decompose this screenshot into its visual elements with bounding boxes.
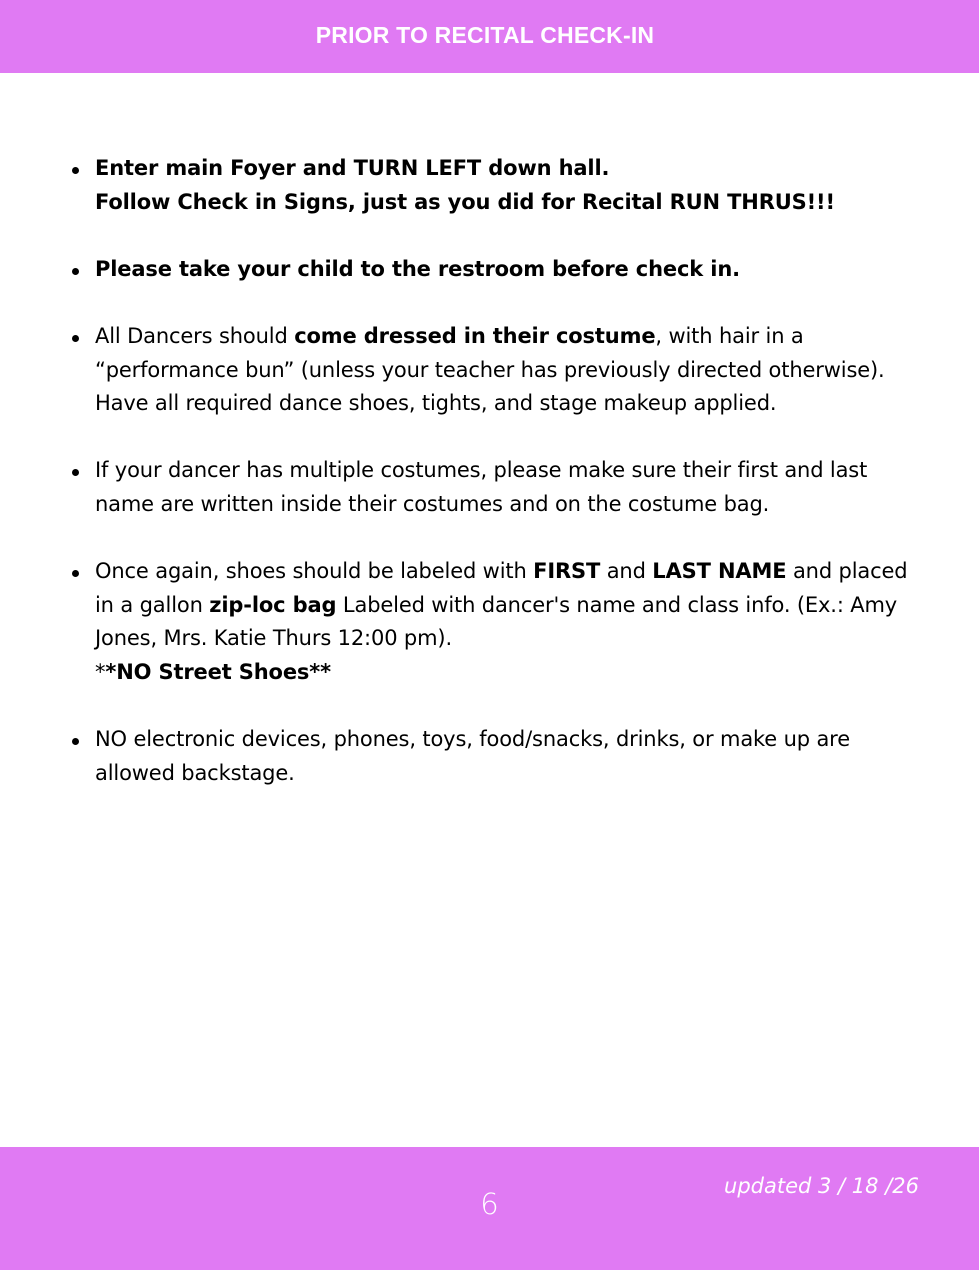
restroom-text: Please take your child to the restroom before check in.	[95, 256, 740, 281]
no-electronics-text: NO electronic devices, phones, toys, food/snacks, drinks, or make up are allowed backstage.	[95, 727, 850, 785]
shoes-note-prefix: *	[95, 659, 106, 684]
shoes-bold-ziploc: zip-loc bag	[209, 592, 337, 617]
shoes-note-bold: *NO Street Shoes**	[105, 659, 331, 684]
list-item-multiple-costumes	[72, 454, 922, 521]
instructions-list	[72, 152, 922, 790]
multiple-costumes-text: If your dancer has multiple costumes, please make sure their first and last name are written inside their costumes and on the costume bag.	[95, 458, 868, 516]
costume-text-1: All Dancers should	[95, 323, 295, 348]
list-item-no-electronics	[72, 723, 922, 790]
shoes-note	[95, 656, 922, 690]
entrance-line-1: Enter main Foyer and TURN LEFT down hall.	[95, 156, 610, 180]
shoes-text-2: and	[600, 559, 653, 584]
shoes-text-1: Once again, shoes should be labeled with	[95, 559, 534, 584]
list-item-restroom	[72, 253, 922, 287]
list-item-entrance	[72, 152, 922, 219]
page-title: PRIOR TO RECITAL CHECK-IN	[315, 22, 655, 48]
entrance-line-2: Follow Check in Signs, just as you did for Recital RUN THRUS!!!	[95, 189, 835, 214]
updated-date: updated 3 / 18 /26	[724, 1174, 919, 1198]
shoes-text-3: and placed in a gallon	[95, 559, 908, 617]
costume-bold: come dressed in their costume	[294, 323, 656, 348]
list-item-shoes	[72, 555, 922, 689]
page-number: 6	[480, 1187, 499, 1221]
shoes-bold-last-name: LAST NAME	[652, 559, 787, 584]
shoes-bold-first: FIRST	[533, 559, 601, 584]
instructions-content	[72, 152, 922, 824]
list-item-costume	[72, 320, 922, 421]
shoes-text-4: Labeled with dancer's name and class info. (Ex.: Amy Jones, Mrs. Katie Thurs 12:00 pm).	[95, 592, 898, 651]
costume-text-2: , with hair in a “performance bun” (unless your teacher has previously directed otherwise). Have all required dance shoes, tights, and stage makeup applied.	[95, 323, 885, 416]
